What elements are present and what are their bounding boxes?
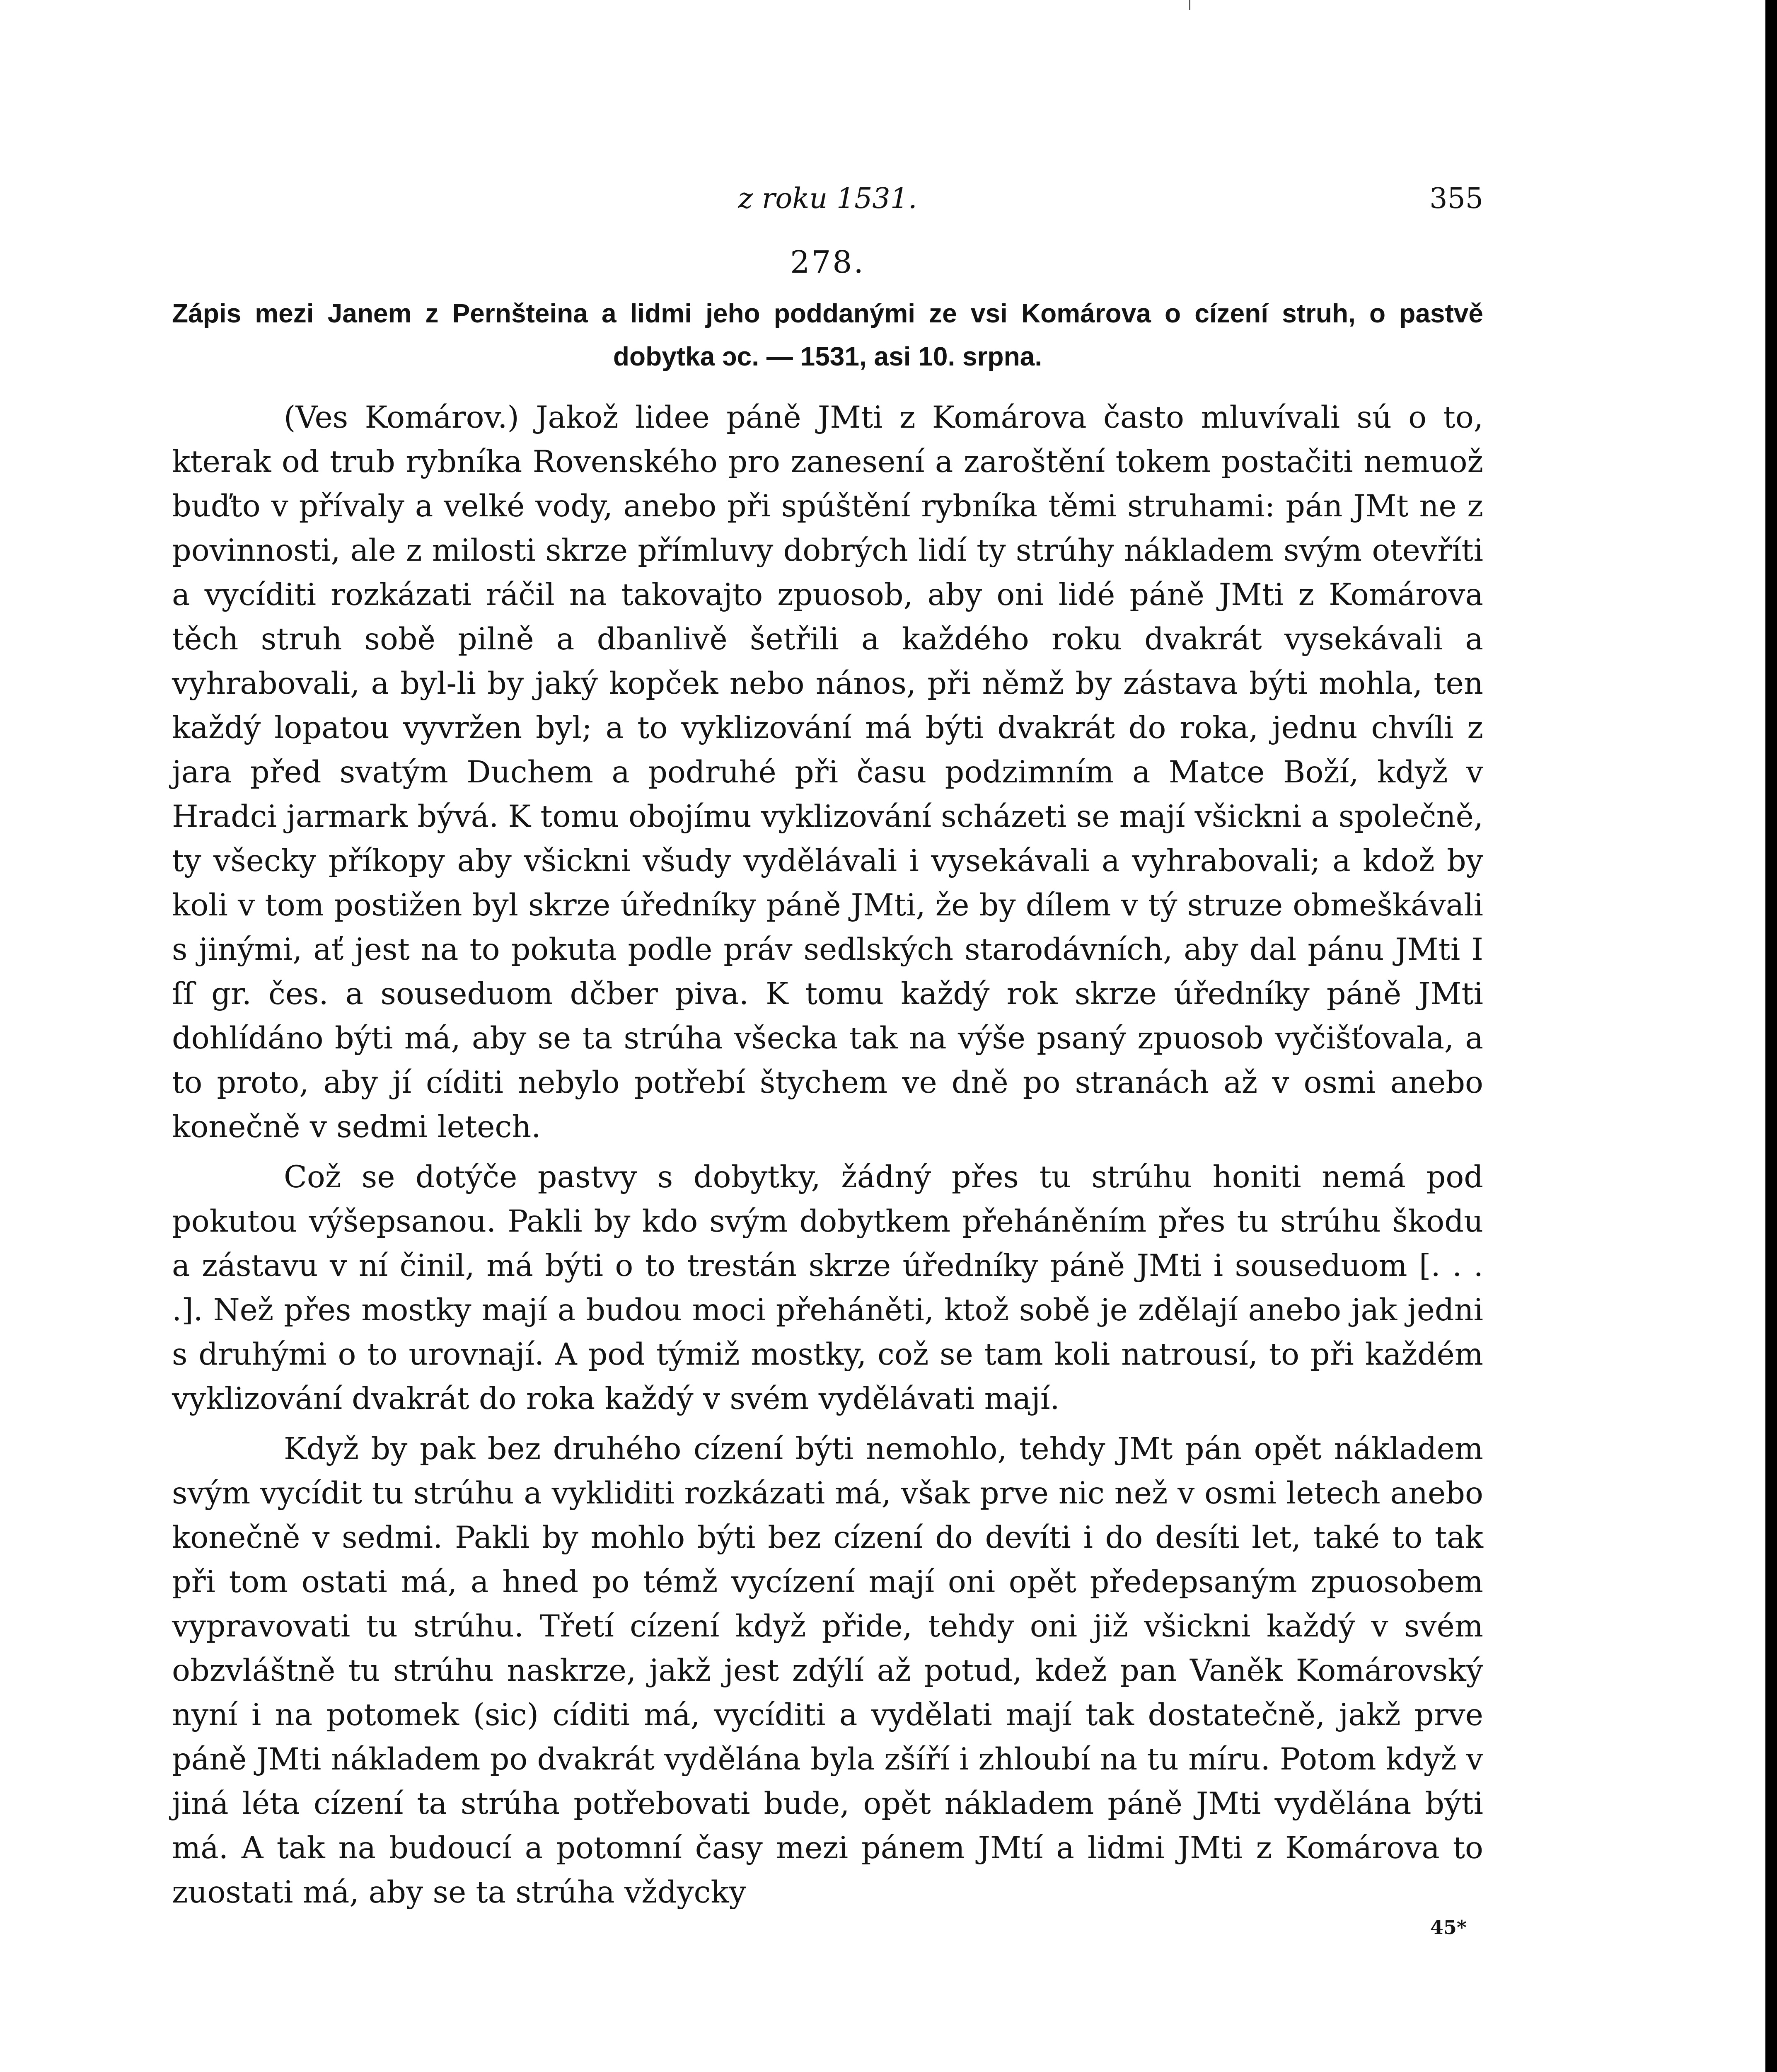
paragraph-1: (Ves Komárov.) Jakož lidee páně JMti z Komárova často mluvívali sú o to, kterak od trub rybníka Rovenského pro zanesení a zaroštění tokem postačiti nemuož buďto v přívaly a velké vody, anebo při spúštění rybníka těmi struhami: pán JMt ne z povinnosti, ale z milosti skrze přímluvy dobrých lidí ty strúhy nákladem svým otevříti a vycíditi rozkázati ráčil na takovajto zpuosob, aby oni lidé páně JMti z Komárova těch struh sobě pilně a dbanlivě šetřili a každého roku dvakrát vysekávali a vyhrabovali, a byl-li by jaký kopček nebo nános, při němž by zástava býti mohla, ten každý lopatou vyvržen byl; a to vyklizování má býti dvakrát do roka, jednu chvíli z jara před svatým Duchem a podruhé při času podzimním a Matce Boží, když v Hradci jarmark bývá. K tomu obojímu vyklizování scházeti se mají všickni a společně, ty všecky příkopy aby všickni všudy vydělávali i vysekávali a vyhrabovali; a kdož by koli v tom postižen byl skrze úředníky páně JMti, že by dílem v tý struze obmeškávali s jinými, ať jest na to pokuta podle práv sedlských starodávních, aby dal pánu JMti I ſſ gr. čes. a souseduom dčber piva. K tomu každý rok skrze úředníky páně JMti dohlídáno býti má, aby se ta strúha všecka tak na výše psaný zpuosob vyčišťovala, a to proto, aby jí cíditi nebylo potřebí štychem ve dně po stranách až v osmi anebo konečně v sedmi letech. bbox=[172, 400, 1483, 1145]
page-number: 355 bbox=[1429, 182, 1483, 215]
document-number: 278. bbox=[790, 244, 865, 280]
document-body bbox=[172, 395, 1483, 1915]
scan-top-mark bbox=[1189, 0, 1190, 10]
scan-edge-border bbox=[1765, 0, 1777, 2072]
running-head bbox=[172, 182, 1483, 228]
printer-signature-mark: 45* bbox=[1430, 1916, 1467, 1939]
running-title: z roku 1531. bbox=[738, 182, 917, 215]
paragraph-3: Když by pak bez druhého cízení býti nemohlo, tehdy JMt pán opět nákladem svým vycídit tu strúhu a vykliditi rozkázati má, však prve nic než v osmi letech anebo konečně v sedmi. Pakli by mohlo býti bez cízení do devíti i do desíti let, také to tak při tom ostati má, a hned po témž vycízení mají oni opět předepsaným zpuosobem vypravovati tu strúhu. Třetí cízení když přide, tehdy oni již všickni každý v svém obzvláštně tu strúhu naskrze, jakž jest zdýlí až potud, kdež pan Vaněk Komárovský nyní i na potomek (sic) cíditi má, vycíditi a vydělati mají tak dostatečně, jakž prve páně JMti nákladem po dvakrát vydělána byla zšíří i zhloubí na tu míru. Potom když v jiná léta cízení ta strúha potřebovati bude, opět nákladem páně JMti vydělána býti má. A tak na budoucí a potomní časy mezi pánem JMtí a lidmi JMti z Komárova to zuostati má, aby se ta strúha vždycky bbox=[172, 1431, 1483, 1910]
document-heading: Zápis mezi Janem z Pernšteina a lidmi jeho poddanými ze vsi Komárova o cízení struh, o pastvě dobytka ɔc. — 1531, asi 10. srpna. bbox=[172, 298, 1483, 371]
paragraph-2: Což se dotýče pastvy s dobytky, žádný přes tu strúhu honiti nemá pod pokutou výšepsanou. Pakli by kdo svým dobytkem přeháněním přes tu strúhu škodu a zástavu v ní činil, má býti o to trestán skrze úředníky páně JMti i souseduom [. . . .]. Než přes mostky mají a budou moci přeháněti, ktož sobě je zdělají anebo jak jedni s druhými o to urovnají. A pod týmiž mostky, což se tam koli natrousí, to při každém vyklizování dvakrát do roka každý v svém vydělávati mají. bbox=[172, 1159, 1483, 1416]
book-page bbox=[172, 182, 1483, 1939]
